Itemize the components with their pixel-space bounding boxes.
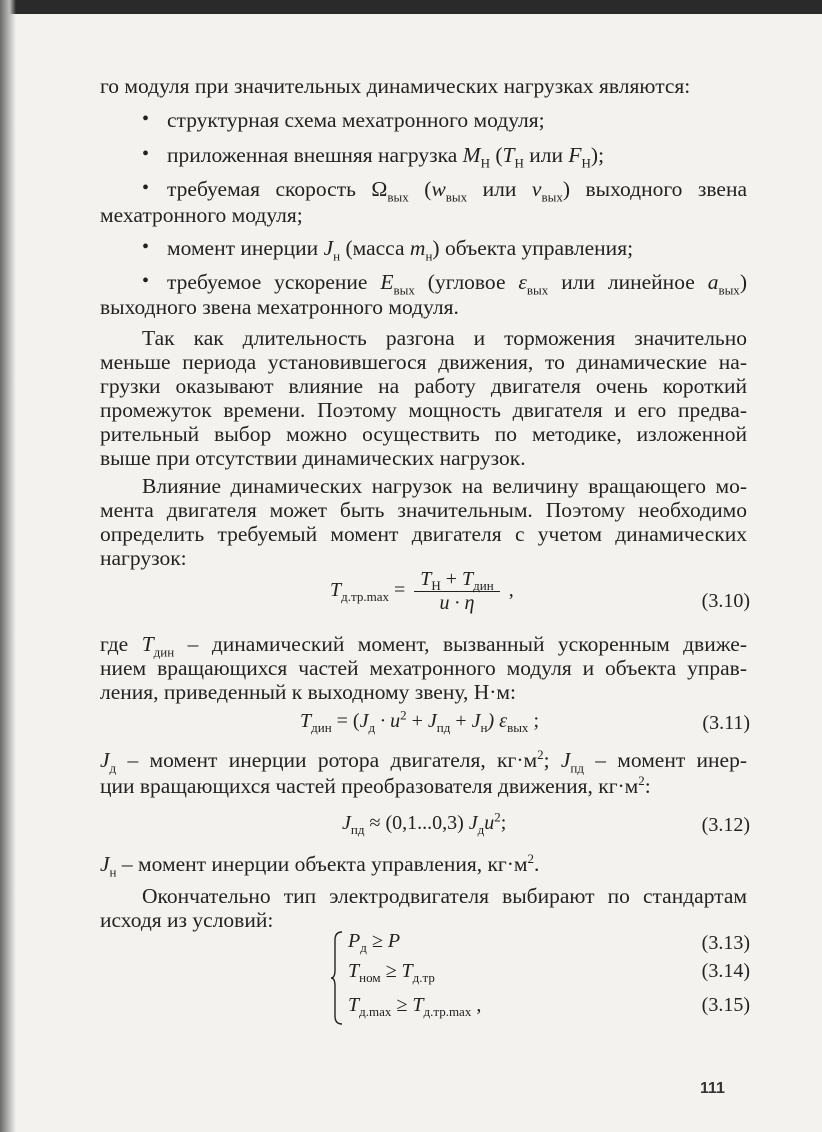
fraction: $\frac{T_Н + T_{дин}}{u \cdot \eta}$	[414, 568, 499, 615]
paragraph-line: определить требуемый момент двигателя с учетом динамических	[100, 522, 747, 546]
equation-number: (3.11)	[702, 712, 750, 734]
equation-number: (3.10)	[701, 590, 750, 612]
equation-3-14: $T_{ном} \ge T_{д.тр}$	[348, 960, 435, 985]
equation-number: (3.14)	[701, 960, 750, 982]
paragraph-line: выше при отсутствии динамических нагрузок.	[100, 446, 526, 470]
equation-number: (3.13)	[701, 932, 750, 954]
paragraph-line: мента двигателя может быть значительным. Поэтому необходимо	[100, 498, 747, 522]
paragraph-line: нием вращающихся частей мехатронного модуля и объекта управ-	[100, 656, 747, 680]
equation-3-15: $T_{д.max} \ge T_{д.тр.max}$ ,	[348, 994, 482, 1019]
paragraph-line: нагрузок:	[100, 546, 187, 570]
bullet-item: требуемая скорость $\Omega_{вых}$ ($w_{вых}$ или $v_{вых}$) выходного звена	[167, 177, 747, 205]
bullet-icon: •	[142, 143, 150, 165]
text-line: мехатронного модуля;	[100, 203, 303, 227]
page-number: 111	[700, 1080, 725, 1097]
paragraph-line: Окончательно тип электродвигателя выбирают по стандартам	[142, 884, 747, 908]
paragraph-line: Влияние динамических нагрузок на величину вращающего мо-	[142, 474, 747, 498]
bullet-icon: •	[142, 177, 150, 199]
text-line: выходного звена мехатронного модуля.	[100, 295, 459, 319]
paragraph-line: Так как длительность разгона и торможения значительно	[142, 326, 747, 350]
equation-3-13: $P_д \ge P$	[348, 930, 401, 955]
bullet-item: структурная схема мехатронного модуля;	[167, 108, 545, 132]
system-brace	[330, 930, 344, 1026]
bullet-icon: •	[142, 108, 150, 130]
equation-number: (3.12)	[701, 814, 750, 836]
paragraph-line: промежуток времени. Поэтому мощность двигателя и его предва-	[100, 398, 747, 422]
text-line: го модуля при значительных динамических нагрузках являются:	[100, 74, 691, 98]
paragraph-line: где $T_{дин}$ – динамический момент, вызванный ускоренным движе-	[100, 632, 747, 660]
equation-number: (3.15)	[701, 994, 750, 1016]
bullet-icon: •	[142, 270, 150, 292]
bullet-icon: •	[142, 236, 150, 258]
paragraph-line: грузки оказывают влияние на работу двигателя очень короткий	[100, 374, 747, 398]
paragraph-line: ления, приведенный к выходному звену, Н·м:	[100, 680, 516, 704]
equation-3-10: $T_{д.тр.max}$ = $\frac{T_Н + T_{дин}}{u \cdot \eta}$ ,	[330, 568, 514, 614]
bullet-item: приложенная внешняя нагрузка $M_Н$ ($T_Н$ или $F_Н$);	[167, 143, 605, 171]
paragraph-line: рительный выбор можно осуществить по методике, изложенной	[100, 422, 747, 446]
paragraph-line: $J_д$ – момент инерции ротора двигателя, $кг\cdot м^2$; $J_{пд}$ – момент инер-	[100, 746, 747, 776]
paragraph-line: $J_н$ – момент инерции объекта управления, $кг\cdot м^2$.	[100, 850, 540, 880]
equation-3-12: $J_{пд} \approx (0,1...0,3)$ $J_дu^2$;	[342, 809, 507, 837]
paragraph-line: ции вращающихся частей преобразователя движения, $кг\cdot м^2$:	[100, 772, 651, 798]
paragraph-line: исходя из условий:	[100, 908, 274, 932]
bullet-item: момент инерции $J_н$ (масса $m_н$) объекта управления;	[167, 236, 634, 264]
paragraph-line: меньше периода установившегося движения, то динамические на-	[100, 350, 747, 374]
bullet-item: требуемое ускорение $E_{вых}$ (угловое $\varepsilon_{вых}$ или линейное $a_{вых}$)	[167, 270, 747, 298]
equation-3-11: $T_{дин} = (J_д \cdot u^2 + J_{пд} + J_н)$ $\varepsilon_{вых}$ ;	[300, 707, 539, 735]
